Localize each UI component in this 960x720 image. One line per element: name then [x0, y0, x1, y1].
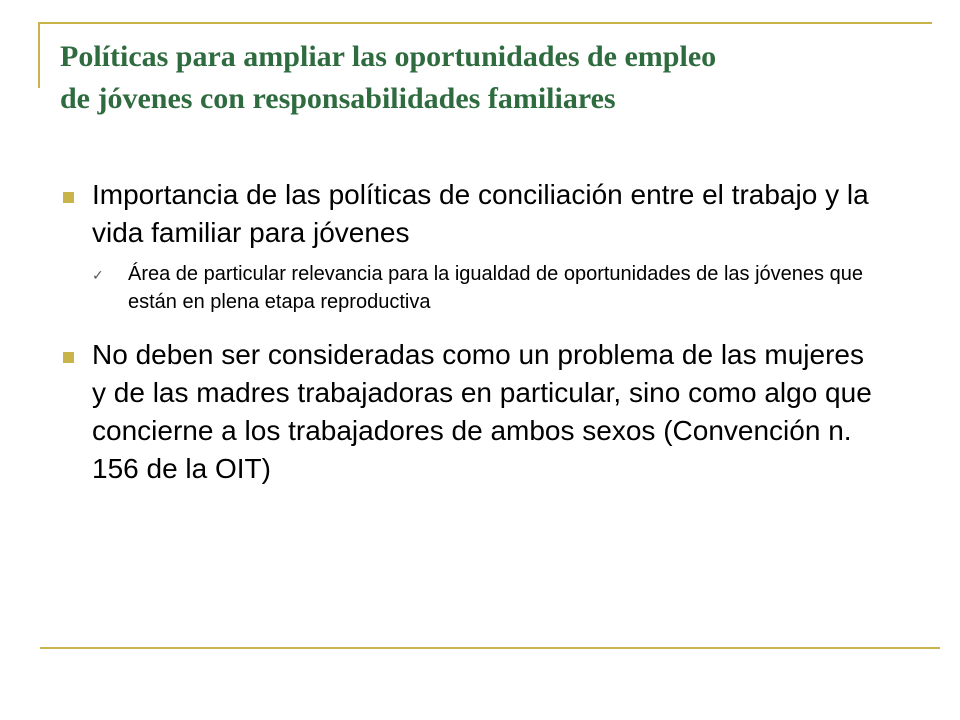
- square-bullet-icon: [63, 352, 74, 363]
- title-line-1: Políticas para ampliar las oportunidades de empleo: [60, 40, 717, 73]
- check-icon: ✓: [92, 268, 104, 284]
- title-line-2: de jóvenes con responsabilidades familiares: [60, 82, 616, 115]
- square-bullet-icon: [63, 192, 74, 203]
- bottom-rule: [40, 647, 940, 649]
- sub-bullet-text: Área de particular relevancia para la igualdad de oportunidades de las jóvenes que están en plena etapa reproductiva: [128, 263, 863, 313]
- slide-body: [60, 176, 880, 488]
- bullet-item: [60, 336, 880, 488]
- sub-bullet-item: [92, 260, 880, 316]
- bullet-text: No deben ser consideradas como un problema de las mujeres y de las madres trabajadoras en particular, sino como algo que concierne a los trabajadores de ambos sexos (Convención n. 156 de la OIT): [92, 339, 872, 484]
- top-rule: [40, 22, 932, 24]
- slide-title: [60, 36, 920, 120]
- left-rule: [38, 22, 40, 88]
- bullet-item: [60, 176, 880, 252]
- bullet-text: Importancia de las políticas de conciliación entre el trabajo y la vida familiar para jóvenes: [92, 179, 869, 248]
